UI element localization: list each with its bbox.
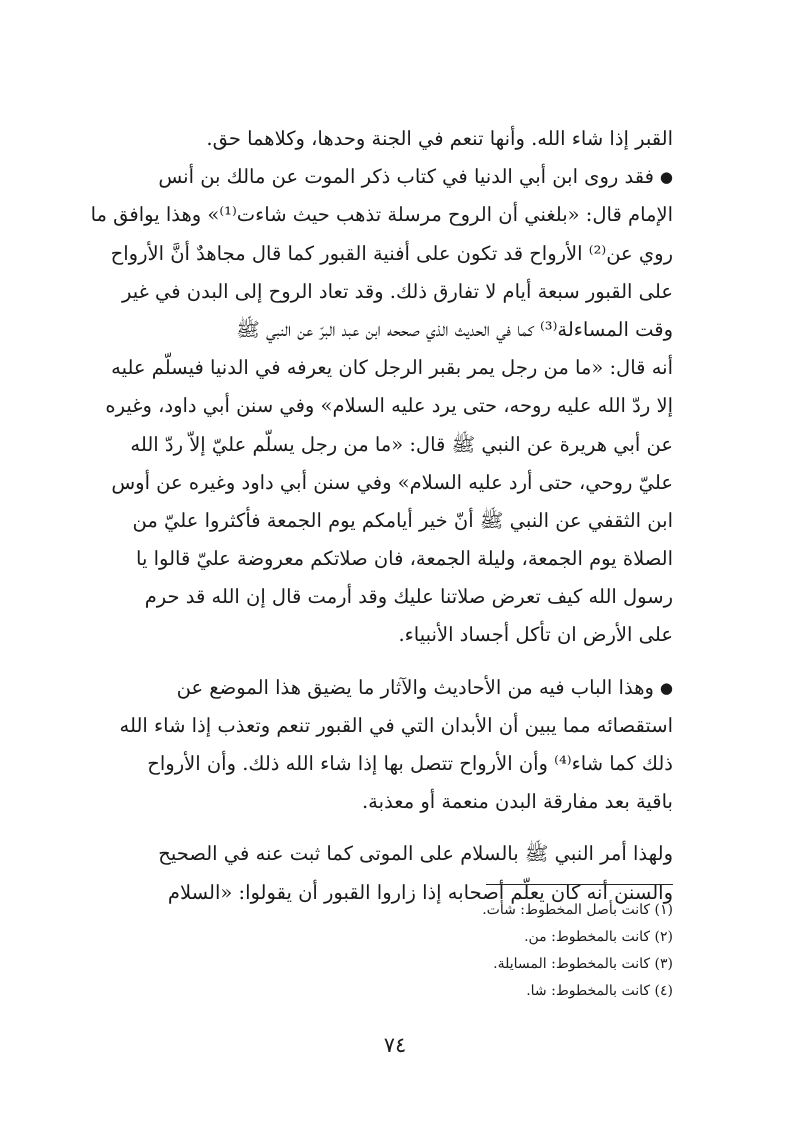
text-line: باقية بعد مفارقة البدن منعمة أو معذبة. xyxy=(361,790,673,814)
text-line: عليّ روحي، حتى أرد عليه السلام» وفي سنن أبي داود وغيره عن أوس xyxy=(111,470,673,494)
text-line: والسنن أنه كان يعلّم أصحابه إذا زاروا القبور أن يقولوا: «السلام xyxy=(167,880,673,904)
text-line: روي عن⁽²⁾ الأرواح قد تكون على أفنية القبور كما قال مجاهدٌ أنَّ الأرواح xyxy=(110,241,673,265)
text-line: ابن الثقفي عن النبي ﷺ أنّ خير أيامكم يوم الجمعة فأكثروا عليّ من xyxy=(132,508,673,532)
main-text xyxy=(90,120,673,912)
text-line: إلا ردّ الله عليه روحه، حتى يرد عليه السلام» وفي سنن أبي داود، وغيره xyxy=(105,394,673,418)
bullet-icon: ● xyxy=(659,168,673,187)
paragraph-3 xyxy=(118,669,673,822)
text-line: الإمام قال: «بلغني أن الروح مرسلة تذهب حيث شاءت⁽¹⁾» وهذا يوافق ما xyxy=(90,203,673,227)
text-line: الصلاة يوم الجمعة، وليلة الجمعة، فان صلاتكم معروضة عليّ قالوا يا xyxy=(136,547,673,571)
text-line: رسول الله كيف تعرض صلاتنا عليك وقد أرمت قال إن الله قد حرم xyxy=(144,585,673,609)
text-line: ولهذا أمر النبي ﷺ بالسلام على الموتى كما ثبت عنه في الصحيح xyxy=(158,842,673,866)
footnote-item: (٣) كانت بالمخطوط: المسايلة. xyxy=(493,956,673,972)
text-line-content: فقد روى ابن أبي الدنيا في كتاب ذكر الموت عن مالك بن أنس xyxy=(158,165,654,189)
bullet-icon: ● xyxy=(659,678,673,697)
text-line: عن أبي هريرة عن النبي ﷺ قال: «ما من رجل يسلّم عليّ إلاّ ردّ الله xyxy=(130,432,673,456)
text-line: على الأرض ان تأكل أجساد الأنبياء. xyxy=(398,623,673,647)
text-line xyxy=(118,158,673,196)
footnotes xyxy=(300,897,673,1005)
text-line-content: وهذا الباب فيه من الأحاديث والآثار ما يضيق هذا الموضع عن xyxy=(176,675,654,699)
text-line: القبر إذا شاء الله. وأنها تنعم في الجنة وحدها، وكلاهما حق. xyxy=(206,127,673,150)
text-line: وقت المساءلة⁽³⁾ كما في الحديث الذي صححه ابن عبد البرّ عن النبي ﷺ xyxy=(236,317,673,341)
text-line: على القبور سبعة أيام لا تفارق ذلك. وقد تعاد الروح إلى البدن في غير xyxy=(121,279,673,303)
paragraph-2 xyxy=(90,158,673,654)
footnote-separator xyxy=(486,884,673,885)
text-line xyxy=(118,669,673,707)
text-line: ذلك كما شاء⁽⁴⁾ وأن الأرواح تتصل بها إذا شاء الله ذلك. وأن الأرواح xyxy=(147,752,673,775)
text-line: أنه قال: «ما من رجل يمر بقبر الرجل كان يعرفه في الدنيا فيسلّم عليه xyxy=(111,356,673,380)
footnote-item: (٢) كانت بالمخطوط: من. xyxy=(524,929,673,945)
footnote-item: (٤) كانت بالمخطوط: شا. xyxy=(526,983,673,999)
text-line: استقصائه مما يبين أن الأبدان التي في القبور تنعم وتعذب إذا شاء الله xyxy=(119,713,673,737)
paragraph-spacer xyxy=(118,821,673,835)
page-number: ٧٤ xyxy=(383,1033,407,1057)
footnote-item: (١) كانت بأصل المخطوط: شأت. xyxy=(482,902,673,918)
paragraph-1 xyxy=(118,120,673,158)
paragraph-spacer xyxy=(118,655,673,669)
